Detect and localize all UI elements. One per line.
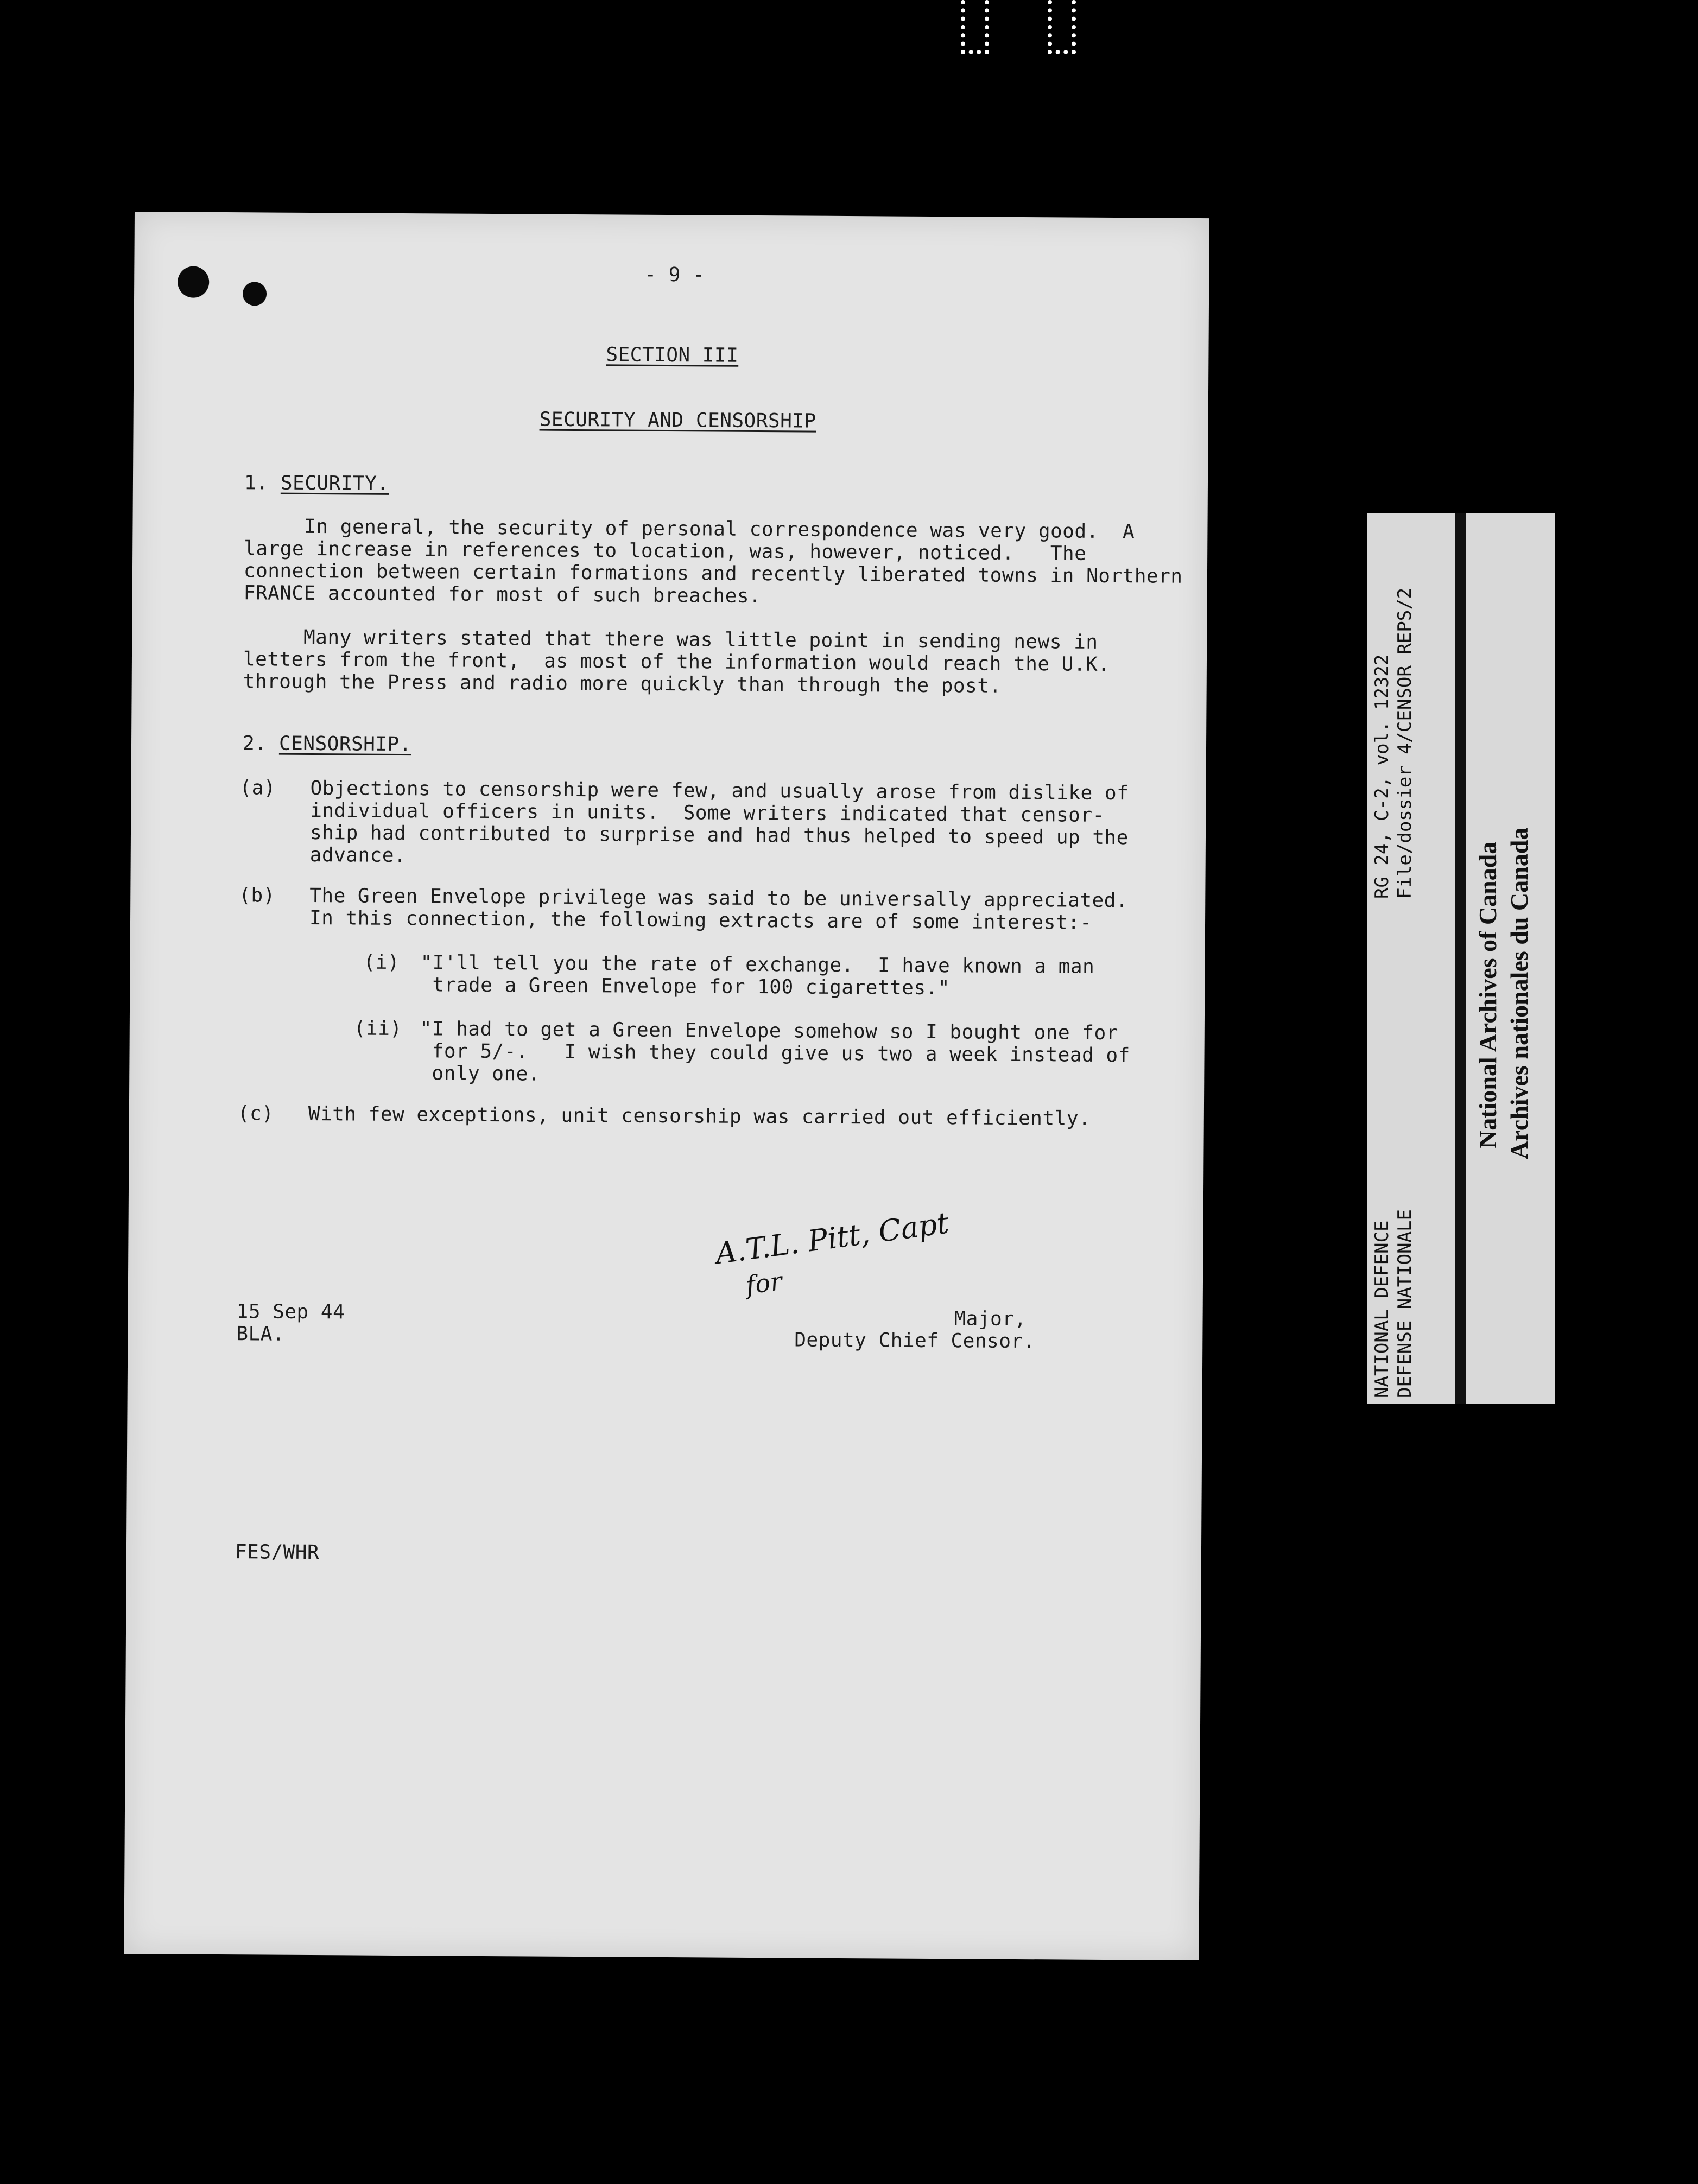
text-line: In this connection, the following extracts are of some interest:- — [309, 906, 1092, 934]
text-line: connection between certain formations and recently liberated towns in Northern — [243, 560, 1183, 588]
text-line: advance. — [309, 843, 407, 867]
page-number: - 9 - — [644, 263, 705, 287]
item-b-label: (b) — [239, 884, 275, 907]
section-subtitle: SECURITY AND CENSORSHIP — [539, 408, 816, 433]
label-divider — [1455, 513, 1466, 1404]
document-page — [124, 212, 1209, 1960]
censorship-heading: CENSORSHIP. — [278, 732, 412, 756]
department-line-1: NATIONAL DEFENCE — [1371, 1220, 1393, 1398]
text-line: only one. — [420, 1062, 541, 1085]
text-line: The Green Envelope privilege was said to be universally appreciated. — [309, 884, 1129, 912]
document-date: 15 Sep 44 — [236, 1300, 345, 1324]
text-line: through the Press and radio more quickly than through the post. — [243, 670, 1002, 697]
film-mark — [961, 0, 989, 54]
text-line: ship had contributed to surprise and had thus helped to speed up the — [309, 821, 1129, 849]
department-line-2: DEFENSE NATIONALE — [1394, 1209, 1416, 1398]
archive-label — [1367, 513, 1555, 1404]
security-heading-number: 1. — [244, 472, 269, 494]
signatory-title: Deputy Chief Censor. — [794, 1329, 1035, 1353]
text-line: "I had to get a Green Envelope somehow so I bought one for — [420, 1018, 1119, 1045]
archive-reference-line-2: File/dossier 4/CENSOR REPS/2 — [1394, 587, 1416, 899]
text-line: trade a Green Envelope for 100 cigarettes." — [420, 974, 951, 1000]
text-line: Many writers stated that there was little point in sending news in — [243, 626, 1098, 653]
text-line: large increase in references to location, was, however, noticed. The — [244, 537, 1087, 565]
text-line: for 5/-. I wish they could give us two a week instead of — [420, 1040, 1130, 1067]
punch-hole — [243, 282, 267, 306]
archive-reference-line-1: RG 24, C-2, vol. 12322 — [1371, 654, 1393, 899]
quote-i-label: (i) — [363, 951, 400, 974]
text-line: "I'll tell you the rate of exchange. I have known a man — [420, 951, 1095, 978]
quote-ii-label: (ii) — [353, 1017, 402, 1040]
archive-name-english: National Archives of Canada — [1474, 841, 1501, 1148]
text-line: FRANCE accounted for most of such breaches. — [243, 582, 762, 608]
text-line: Objections to censorship were few, and usually arose from dislike of — [310, 777, 1129, 805]
item-c-label: (c) — [237, 1102, 274, 1125]
text-line: In general, the security of personal correspondence was very good. A — [244, 515, 1135, 543]
item-c-text: With few exceptions, unit censorship was carried out efficiently. — [308, 1102, 1091, 1130]
item-a-label: (a) — [239, 777, 276, 799]
handwritten-for: for — [744, 1266, 784, 1300]
signatory-rank: Major, — [954, 1307, 1027, 1331]
archive-name-french: Archives nationales du Canada — [1505, 827, 1533, 1159]
document-place: BLA. — [236, 1323, 285, 1345]
text-line: individual officers in units. Some writers indicated that censor- — [310, 799, 1105, 827]
film-frame-marks — [961, 0, 1102, 60]
security-heading: SECURITY. — [280, 472, 389, 495]
punch-hole — [178, 266, 209, 297]
film-mark — [1048, 0, 1076, 54]
reference-initials: FES/WHR — [235, 1541, 320, 1564]
text-line: letters from the front, as most of the information would reach the U.K. — [243, 648, 1110, 676]
handwritten-signature: A.T.L. Pitt, Capt — [713, 1205, 951, 1271]
censorship-heading-number: 2. — [242, 732, 267, 755]
section-title: SECTION III — [606, 344, 739, 367]
